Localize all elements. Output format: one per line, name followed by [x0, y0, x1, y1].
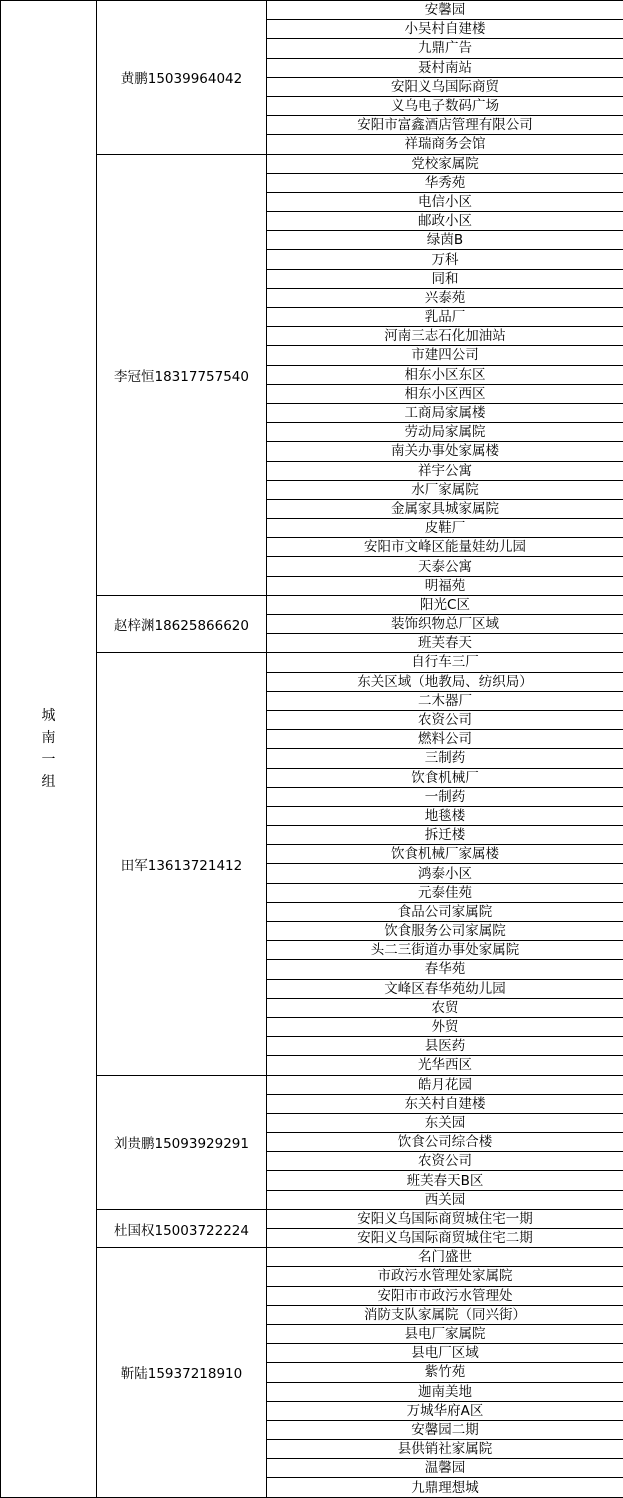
place-cell: 西关园 [267, 1190, 623, 1209]
place-cell: 小吴村自建楼 [267, 20, 623, 39]
place-cell: 元泰佳苑 [267, 883, 623, 902]
place-cell: 劳动局家属院 [267, 423, 623, 442]
person-contact-cell: 赵梓渊18625866620 [97, 595, 267, 653]
place-cell: 天泰公寓 [267, 557, 623, 576]
place-cell: 祥瑞商务会馆 [267, 135, 623, 154]
place-cell: 安阳义乌国际商贸 [267, 77, 623, 96]
place-cell: 消防支队家属院（同兴街） [267, 1305, 623, 1324]
place-cell: 东关村自建楼 [267, 1094, 623, 1113]
place-cell: 自行车三厂 [267, 653, 623, 672]
place-cell: 县电厂家属院 [267, 1324, 623, 1343]
place-cell: 祥宇公寓 [267, 461, 623, 480]
place-cell: 党校家属院 [267, 154, 623, 173]
place-cell: 农资公司 [267, 1152, 623, 1171]
place-cell: 兴泰苑 [267, 288, 623, 307]
place-cell: 九鼎理想城 [267, 1478, 623, 1497]
place-cell: 安阳市文峰区能量娃幼儿园 [267, 538, 623, 557]
person-contact-cell: 黄鹏15039964042 [97, 1, 267, 155]
place-cell: 安阳义乌国际商贸城住宅一期 [267, 1209, 623, 1228]
place-cell: 万科 [267, 250, 623, 269]
place-cell: 金属家具城家属院 [267, 499, 623, 518]
place-cell: 文峰区春华苑幼儿园 [267, 979, 623, 998]
table-row [1, 1, 623, 20]
place-cell: 迦南美地 [267, 1382, 623, 1401]
place-cell: 义乌电子数码广场 [267, 96, 623, 115]
place-cell: 南关办事处家属楼 [267, 442, 623, 461]
place-cell: 鸿泰小区 [267, 864, 623, 883]
place-cell: 皓月花园 [267, 1075, 623, 1094]
place-cell: 安馨园二期 [267, 1420, 623, 1439]
person-contact-cell: 靳陆15937218910 [97, 1248, 267, 1497]
place-cell: 饮食机械厂家属楼 [267, 845, 623, 864]
place-cell: 地毯楼 [267, 806, 623, 825]
place-cell: 紫竹苑 [267, 1363, 623, 1382]
place-cell: 安阳市市政污水管理处 [267, 1286, 623, 1305]
group-name-cell [1, 1, 97, 1498]
person-contact-cell: 杜国权15003722224 [97, 1209, 267, 1247]
table-body [1, 1, 623, 1498]
place-cell: 燃料公司 [267, 730, 623, 749]
place-cell: 县供销社家属院 [267, 1440, 623, 1459]
place-cell: 班芙春天B区 [267, 1171, 623, 1190]
person-contact-cell: 刘贵鹏15093929291 [97, 1075, 267, 1209]
place-cell: 光华西区 [267, 1056, 623, 1075]
place-cell: 安馨园 [267, 1, 623, 20]
person-contact-cell: 李冠恒18317757540 [97, 154, 267, 595]
place-cell: 阳光C区 [267, 595, 623, 614]
person-contact-cell: 田军13613721412 [97, 653, 267, 1075]
place-cell: 水厂家属院 [267, 480, 623, 499]
place-cell: 相东小区东区 [267, 365, 623, 384]
place-cell: 三制药 [267, 749, 623, 768]
place-cell: 名门盛世 [267, 1248, 623, 1267]
place-cell: 外贸 [267, 1017, 623, 1036]
place-cell: 聂村南站 [267, 58, 623, 77]
place-cell: 同和 [267, 269, 623, 288]
place-cell: 市政污水管理处家属院 [267, 1267, 623, 1286]
place-cell: 农贸 [267, 998, 623, 1017]
place-cell: 县医药 [267, 1037, 623, 1056]
place-cell: 东关园 [267, 1113, 623, 1132]
group-name-char: 一 [1, 749, 96, 771]
place-cell: 温馨园 [267, 1459, 623, 1478]
place-cell: 食品公司家属院 [267, 902, 623, 921]
place-cell: 拆迁楼 [267, 826, 623, 845]
group-name-char: 南 [1, 727, 96, 749]
place-cell: 皮鞋厂 [267, 519, 623, 538]
place-cell: 电信小区 [267, 192, 623, 211]
place-cell: 东关区域（地教局、纺织局） [267, 672, 623, 691]
place-cell: 邮政小区 [267, 212, 623, 231]
place-cell: 安阳义乌国际商贸城住宅二期 [267, 1229, 623, 1248]
place-cell: 乳品厂 [267, 308, 623, 327]
place-cell: 饮食服务公司家属院 [267, 922, 623, 941]
place-cell: 一制药 [267, 787, 623, 806]
place-cell: 万城华府A区 [267, 1401, 623, 1420]
place-cell: 相东小区西区 [267, 384, 623, 403]
place-cell: 华秀苑 [267, 173, 623, 192]
place-cell: 饮食机械厂 [267, 768, 623, 787]
place-cell: 农资公司 [267, 710, 623, 729]
place-cell: 春华苑 [267, 960, 623, 979]
place-cell: 头二三街道办事处家属院 [267, 941, 623, 960]
place-cell: 饮食公司综合楼 [267, 1133, 623, 1152]
group-name-char: 组 [1, 771, 96, 793]
place-cell: 明福苑 [267, 576, 623, 595]
place-cell: 河南三志石化加油站 [267, 327, 623, 346]
place-cell: 县电厂区域 [267, 1344, 623, 1363]
place-cell: 九鼎广告 [267, 39, 623, 58]
place-cell: 市建四公司 [267, 346, 623, 365]
place-cell: 安阳市富鑫酒店管理有限公司 [267, 116, 623, 135]
place-cell: 装饰织物总厂区域 [267, 615, 623, 634]
group-name-char: 城 [1, 705, 96, 727]
place-cell: 二木器厂 [267, 691, 623, 710]
place-cell: 工商局家属楼 [267, 403, 623, 422]
place-cell: 班芙春天 [267, 634, 623, 653]
place-cell: 绿茵B [267, 231, 623, 250]
